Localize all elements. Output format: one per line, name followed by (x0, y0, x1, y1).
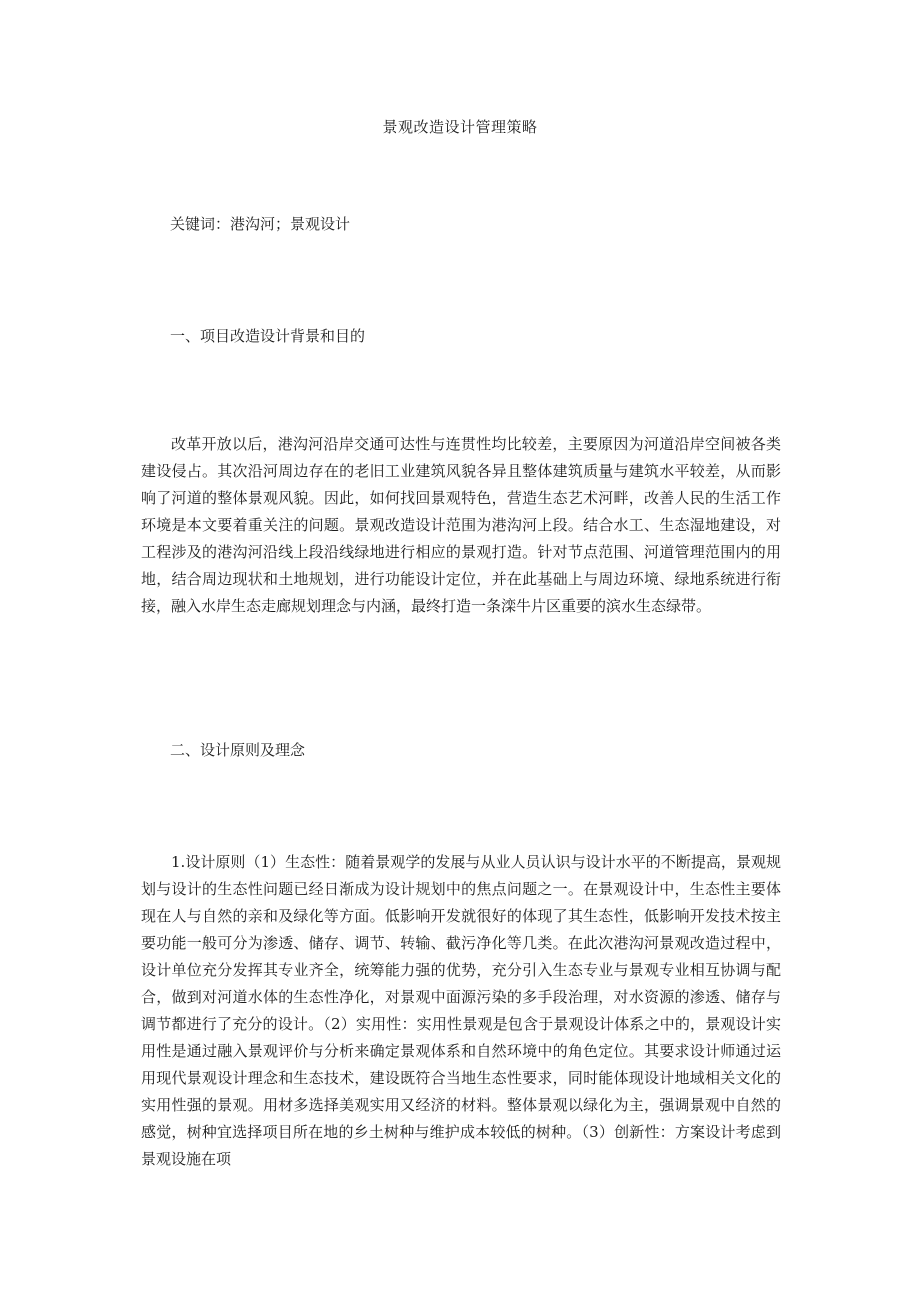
section-heading-principles: 二、设计原则及理念 (170, 741, 306, 759)
keywords-line: 关键词：港沟河；景观设计 (170, 215, 351, 233)
document-title: 景观改造设计管理策略 (382, 118, 538, 136)
section-paragraph-principles: 1.设计原则（1）生态性：随着景观学的发展与从业人员认识与设计水平的不断提高，景观规划与设计的生态性问题已经日渐成为设计规划中的焦点问题之一。在景观设计中，生态性主要体现在人与自然的亲和及绿化等方面。低影响开发就很好的体现了其生态性，低影响开发技术按主要功能一般可分为渗透、储存、调节、转输、截污净化等几类。在此次港沟河景观改造过程中，设计单位充分发挥其专业齐全，统筹能力强的优势，充分引入生态专业与景观专业相互协调与配合，做到对河道水体的生态性净化，对景观中面源污染的多手段治理，对水资源的渗透、储存与调节都进行了充分的设计。（2）实用性：实用性景观是包含于景观设计体系之中的，景观设计实用性是通过融入景观评价与分析来确定景观体系和自然环境中的角色定位。其要求设计师通过运用现代景观设计理念和生态技术，建设既符合当地生态性要求，同时能体现设计地域相关文化的实用性强的景观。用材多选择美观实用又经济的材料。整体景观以绿化为主，强调景观中自然的感觉，树种宜选择项目所在地的乡土树种与维护成本较低的树种。（3）创新性：方案设计考虑到景观设施在项 (141, 853, 781, 1168)
section-heading-background: 一、项目改造设计背景和目的 (170, 327, 366, 345)
section-paragraph-background: 改革开放以后，港沟河沿岸交通可达性与连贯性均比较差，主要原因为河道沿岸空间被各类建设侵占。其次沿河周边存在的老旧工业建筑风貌各异且整体建筑质量与建筑水平较差，从而影响了河道的整体景观风貌。因此，如何找回景观特色，营造生态艺术河畔，改善人民的生活工作环境是本文要着重关注的问题。景观改造设计范围为港沟河上段。结合水工、生态湿地建设，对工程涉及的港沟河沿线上段沿线绿地进行相应的景观打造。针对节点范围、河道管理范围内的用地，结合周边现状和土地规划，进行功能设计定位，并在此基础上与周边环境、绿地系统进行衔接，融入水岸生态走廊规划理念与内涵，最终打造一条滦牛片区重要的滨水生态绿带。 (141, 435, 781, 615)
